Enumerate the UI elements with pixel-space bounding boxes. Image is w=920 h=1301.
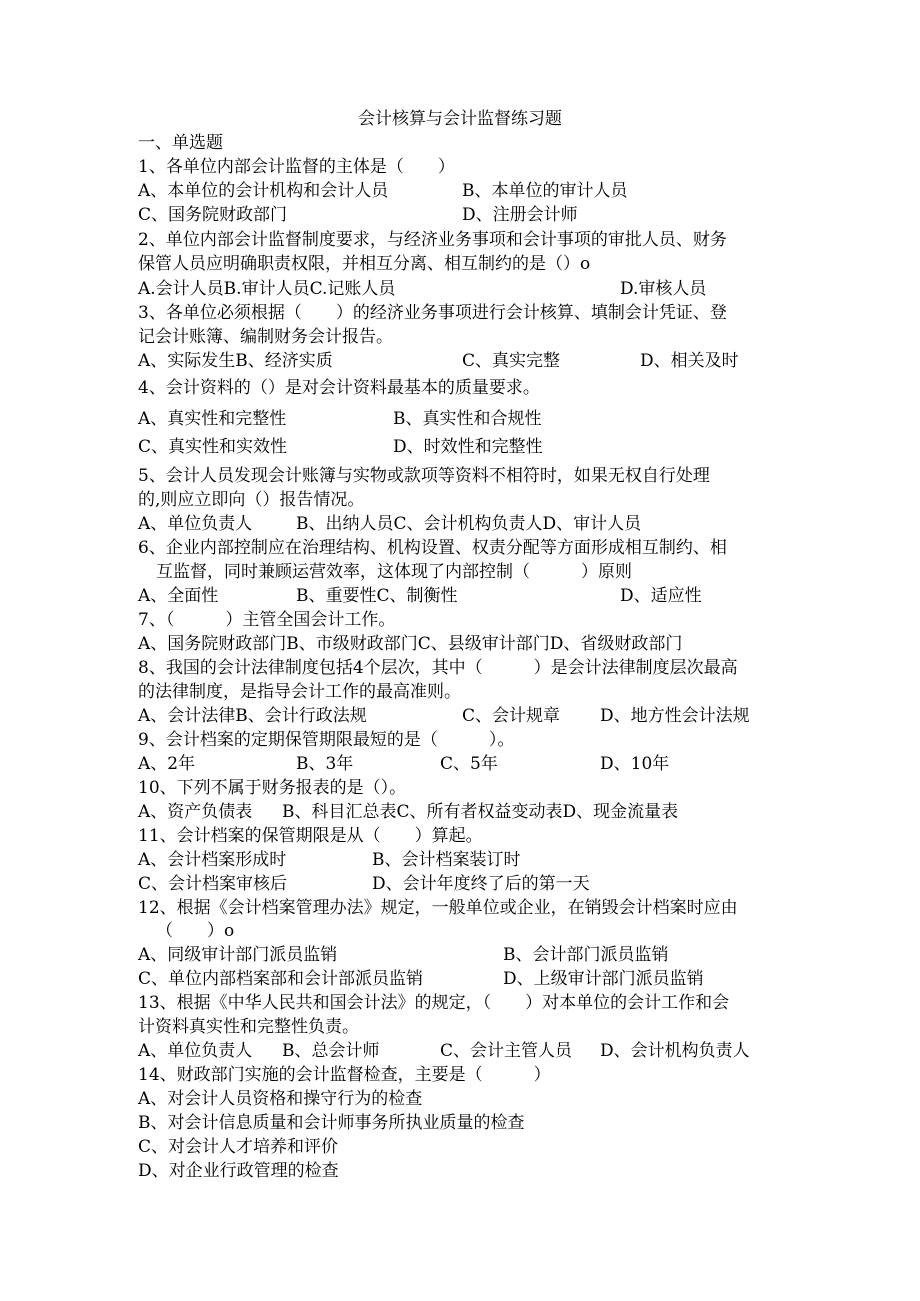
q12-option-d: D、上级审计部门派员监销: [503, 969, 704, 989]
q3-option-c: C、真实完整: [462, 351, 561, 371]
q2-options-abc: A.会计人员B.审计人员C.记账人员: [138, 279, 396, 299]
question-7-stem: 7、（ ）主管全国会计工作。: [138, 610, 396, 630]
q6-option-a: A、全面性: [138, 586, 219, 606]
question-13-stem-1: 13、根据《中华人民共和国会计法》的规定，（ ）对本单位的会计工作和会: [138, 993, 730, 1013]
question-5-stem-2: 的,则应立即向（）报告情况。: [138, 490, 365, 510]
question-9-stem: 9、会计档案的定期保管期限最短的是（ ）。: [138, 730, 515, 750]
q14-option-d: D、对企业行政管理的检查: [138, 1161, 339, 1181]
question-6-stem-2: 互监督，同时兼顾运营效率，这体现了内部控制（ ）原则: [156, 562, 632, 582]
q4-option-a: A、真实性和完整性: [138, 409, 287, 429]
question-2-stem-1: 2、单位内部会计监督制度要求，与经济业务事项和会计事项的审批人员、财务: [138, 230, 727, 250]
q6-options-bc: B、重要性C、制衡性: [296, 586, 458, 606]
question-14-stem: 14、财政部门实施的会计监督检查，主要是（ ）: [138, 1065, 551, 1085]
q11-option-d: D、会计年度终了后的第一天: [372, 874, 590, 894]
q8-options-ab: A、会计法律B、会计行政法规: [138, 706, 367, 726]
q1-option-c: C、国务院财政部门: [138, 205, 288, 225]
question-11-stem: 11、会计档案的保管期限是从（ ）算起。: [138, 826, 483, 846]
page-title: 会计核算与会计监督练习题: [358, 109, 562, 129]
question-10-stem: 10、下列不属于财务报表的是（）。: [138, 778, 407, 798]
question-1-stem: 1、各单位内部会计监督的主体是（ ）: [138, 157, 455, 177]
q2-option-d: D.审核人员: [620, 279, 707, 299]
q3-options-ab: A、实际发生B、经济实质: [138, 351, 333, 371]
q9-option-d: D、10年: [600, 754, 670, 774]
q9-option-c: C、5年: [440, 754, 498, 774]
question-12-stem-1: 12、根据《会计档案管理办法》规定，一般单位或企业，在销毁会计档案时应由: [138, 898, 738, 918]
question-2-stem-2: 保管人员应明确职责权限，并相互分离、相互制约的是（）o: [138, 254, 591, 274]
q1-option-d: D、注册会计师: [462, 205, 578, 225]
question-3-stem-2: 记会计账簿、编制财务会计报告。: [138, 327, 393, 347]
q13-option-a: A、单位负责人: [138, 1041, 253, 1061]
question-3-stem-1: 3、各单位必须根据（ ）的经济业务事项进行会计核算、填制会计凭证、登: [138, 303, 727, 323]
q5-option-a: A、单位负责人: [138, 514, 253, 534]
question-13-stem-2: 计资料真实性和完整性负责。: [138, 1017, 359, 1037]
q13-option-c: C、会计主管人员: [440, 1041, 573, 1061]
q4-option-b: B、真实性和合规性: [393, 409, 542, 429]
q1-option-a: A、本单位的会计机构和会计人员: [138, 181, 389, 201]
section-heading: 一、单选题: [138, 133, 223, 153]
q11-option-a: A、会计档案形成时: [138, 850, 287, 870]
q10-options-bcd: B、科目汇总表C、所有者权益变动表D、现金流量表: [282, 802, 679, 822]
question-12-stem-2: （ ）o: [156, 921, 235, 941]
q11-option-c: C、会计档案审核后: [138, 874, 288, 894]
q9-option-a: A、2年: [138, 754, 196, 774]
q14-option-a: A、对会计人员资格和操守行为的检查: [138, 1089, 423, 1109]
q14-option-c: C、对会计人才培养和评价: [138, 1137, 339, 1157]
q3-option-d: D、相关及时: [640, 351, 739, 371]
question-5-stem-1: 5、会计人员发现会计账簿与实物或款项等资料不相符时，如果无权自行处理: [138, 466, 710, 486]
q9-option-b: B、3年: [296, 754, 354, 774]
q13-option-b: B、总会计师: [282, 1041, 380, 1061]
q8-option-d: D、地方性会计法规: [600, 706, 750, 726]
q12-option-b: B、会计部门派员监销: [503, 945, 669, 965]
q7-options: A、国务院财政部门B、市级财政部门C、县级审计部门D、省级财政部门: [138, 634, 683, 654]
q12-option-a: A、同级审计部门派员监销: [138, 945, 338, 965]
q1-option-b: B、本单位的审计人员: [462, 181, 628, 201]
question-8-stem-2: 的法律制度，是指导会计工作的最高准则。: [138, 682, 461, 702]
question-6-stem-1: 6、企业内部控制应在治理结构、机构设置、权责分配等方面形成相互制约、相: [138, 538, 727, 558]
question-8-stem-1: 8、我国的会计法律制度包括4个层次，其中（ ）是会计法律制度层次最高: [138, 658, 738, 678]
q10-option-a: A、资产负债表: [138, 802, 253, 822]
q5-options-bcd: B、出纳人员C、会计机构负责人D、审计人员: [296, 514, 642, 534]
q4-option-d: D、时效性和完整性: [393, 437, 543, 457]
q13-option-d: D、会计机构负责人: [600, 1041, 750, 1061]
q8-option-c: C、会计规章: [462, 706, 561, 726]
q6-option-d: D、适应性: [620, 586, 702, 606]
q14-option-b: B、对会计信息质量和会计师事务所执业质量的检查: [138, 1113, 525, 1133]
q11-option-b: B、会计档案装订时: [372, 850, 521, 870]
q12-option-c: C、单位内部档案部和会计部派员监销: [138, 969, 424, 989]
q4-option-c: C、真实性和实效性: [138, 437, 288, 457]
question-4-stem: 4、会计资料的（）是对会计资料最基本的质量要求。: [138, 378, 540, 398]
